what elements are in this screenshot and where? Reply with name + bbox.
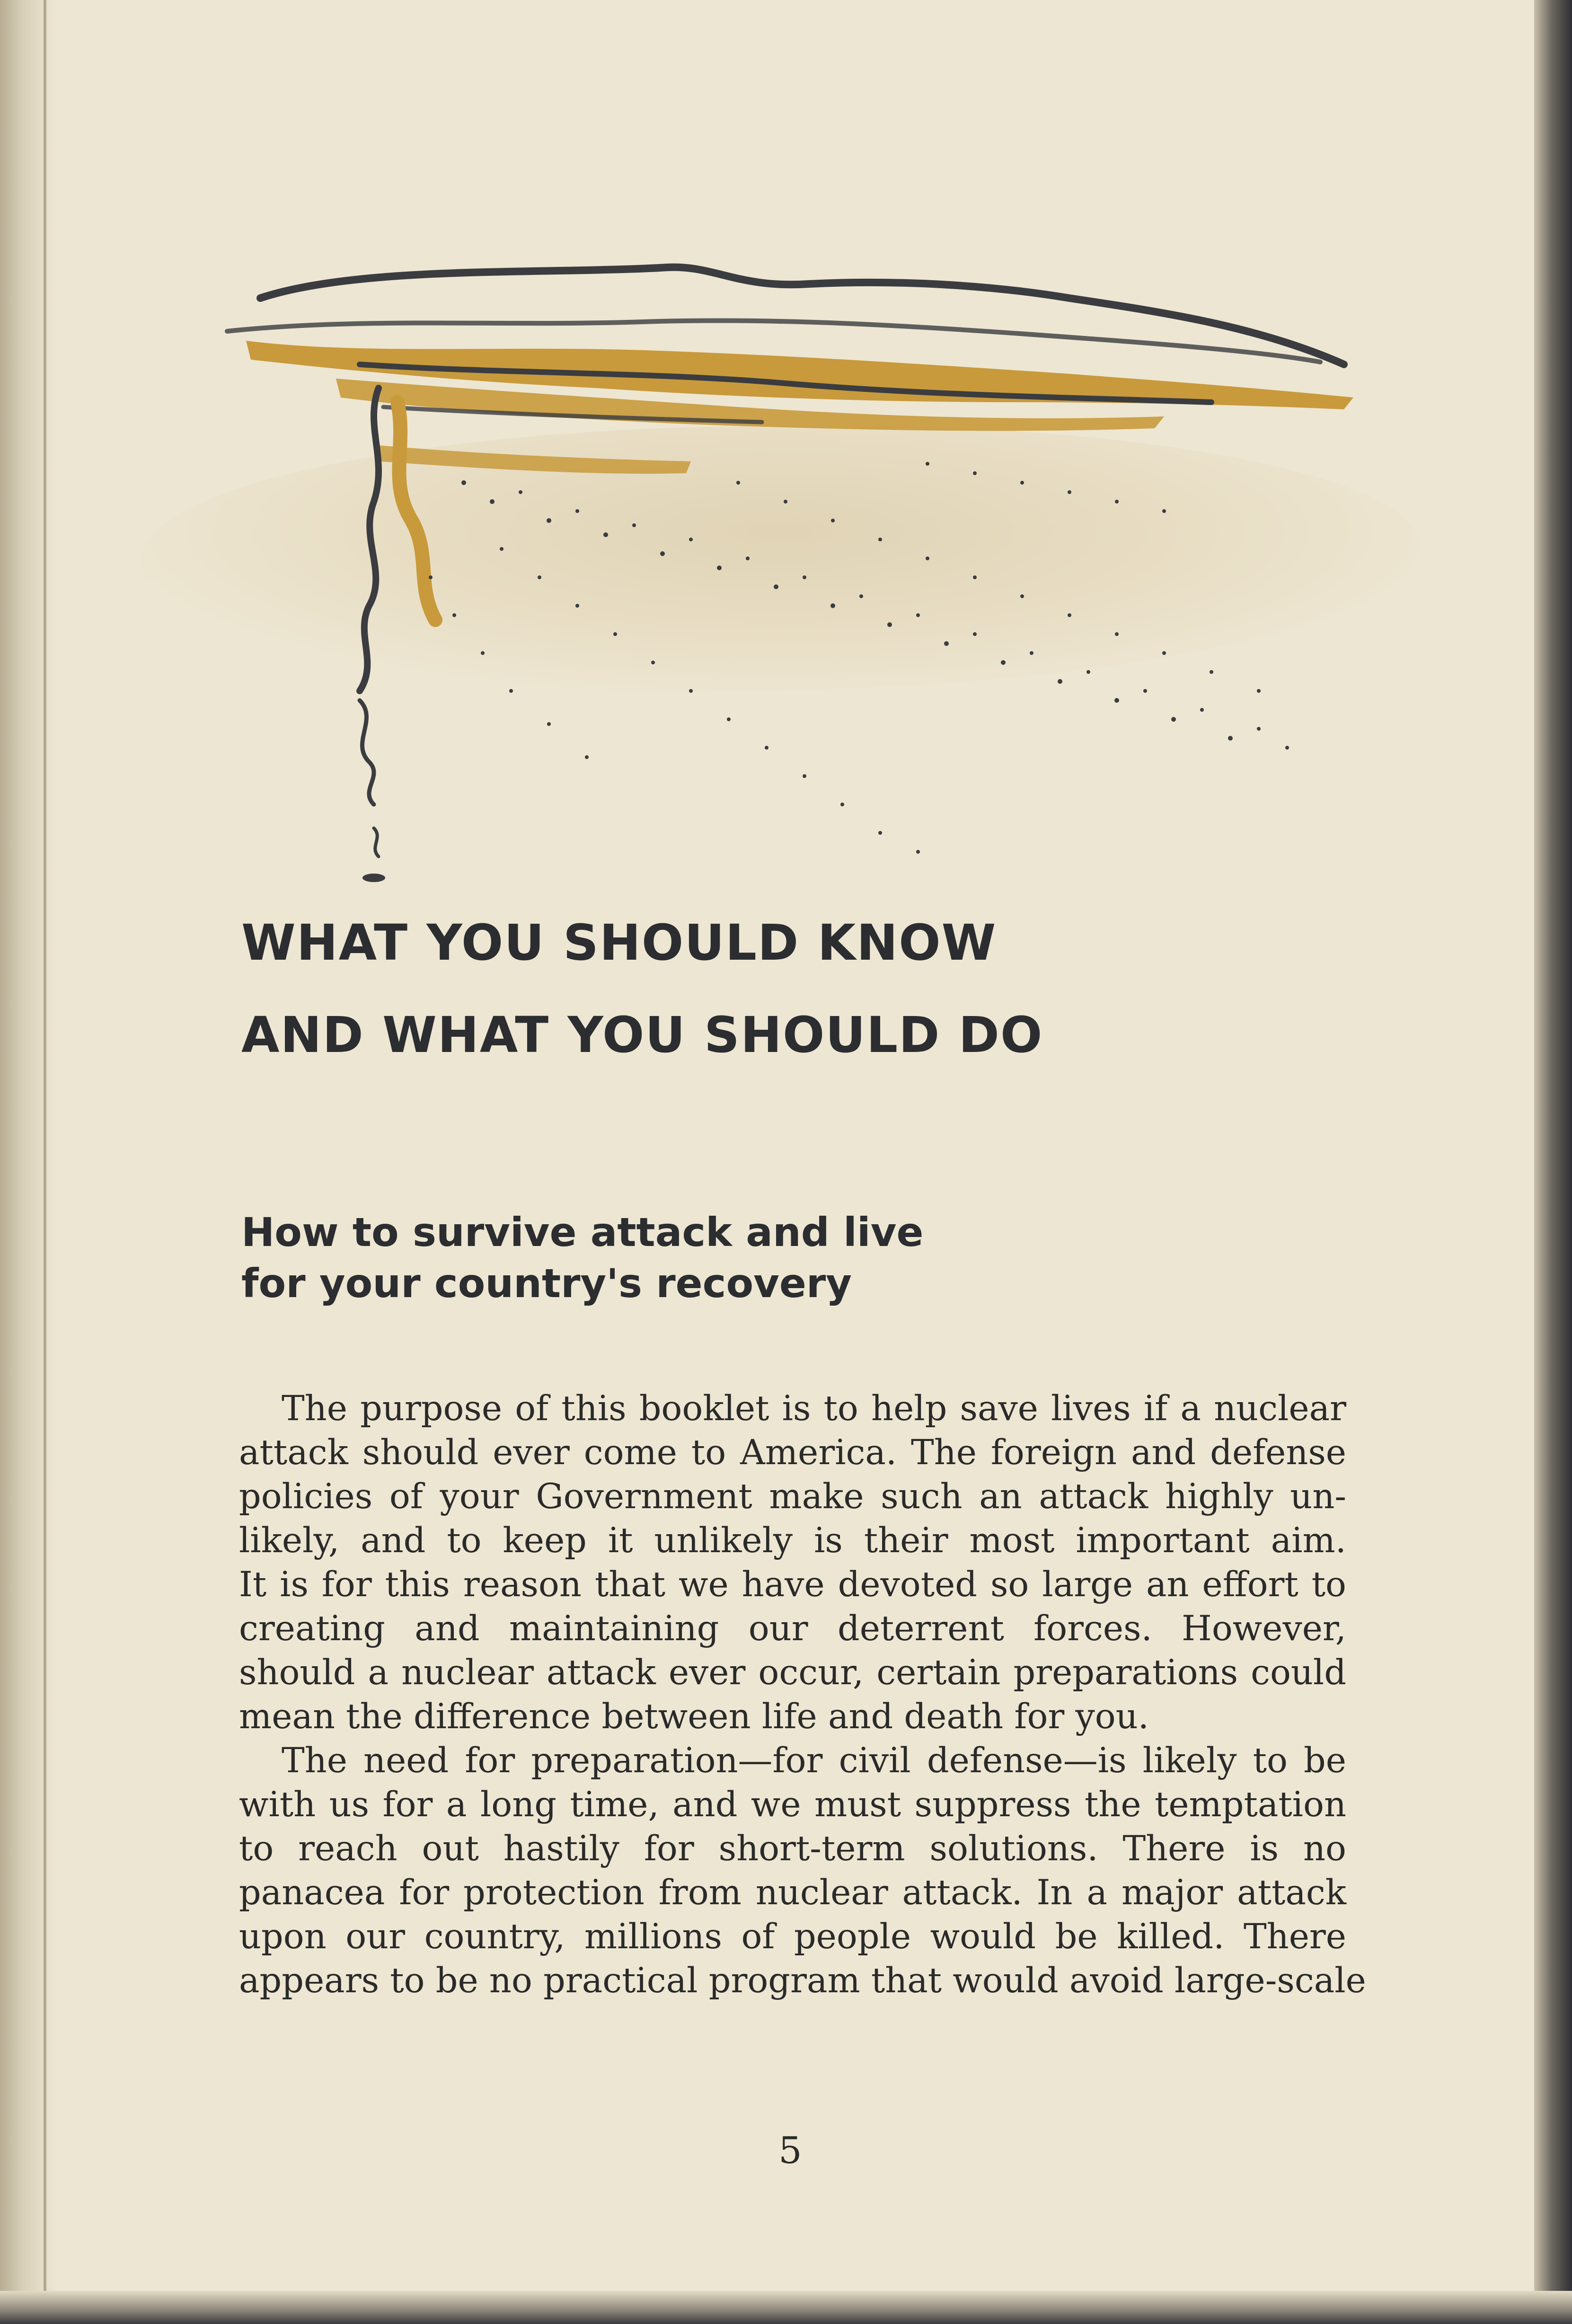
mushroom-cloud-illustration bbox=[218, 246, 1377, 909]
body-line: likely, and to keep it unlikely is their most important aim. bbox=[239, 1520, 1346, 1561]
page-heading-line-2: AND WHAT YOU SHOULD DO bbox=[241, 1006, 1043, 1064]
body-line: policies of your Government make such an attack highly un- bbox=[239, 1476, 1346, 1517]
body-text bbox=[239, 1387, 1366, 2003]
body-line: The purpose of this booklet is to help save lives if a nuclear bbox=[282, 1388, 1346, 1429]
body-line: to reach out hastily for short-term solutions. There is no bbox=[239, 1829, 1346, 1869]
body-line: The need for preparation—for civil defense—is likely to be bbox=[282, 1741, 1346, 1781]
subheading-line-2: for your country's recovery bbox=[241, 1260, 852, 1307]
page-edge-bottom bbox=[0, 2291, 1572, 2324]
page-heading-line-1: WHAT YOU SHOULD KNOW bbox=[241, 914, 997, 972]
body-line: should a nuclear attack ever occur, certain preparations could bbox=[239, 1652, 1346, 1693]
body-line: It is for this reason that we have devoted so large an effort to bbox=[239, 1564, 1346, 1605]
body-line: creating and maintaining our deterrent forces. However, bbox=[239, 1608, 1346, 1649]
body-line: upon our country, millions of people would be killed. There bbox=[239, 1917, 1346, 1957]
paragraph-2 bbox=[239, 1739, 1366, 2003]
body-line: appears to be no practical program that would avoid large-scale bbox=[239, 1961, 1366, 2001]
paragraph-1 bbox=[239, 1387, 1346, 1739]
body-line: with us for a long time, and we must suppress the temptation bbox=[239, 1785, 1346, 1825]
book-gutter bbox=[0, 0, 57, 2324]
body-line: attack should ever come to America. The foreign and defense bbox=[239, 1432, 1346, 1473]
page-edge-right bbox=[1534, 0, 1572, 2324]
body-line: panacea for protection from nuclear attack. In a major attack bbox=[239, 1873, 1346, 1913]
body-line: mean the difference between life and death for you. bbox=[239, 1697, 1149, 1737]
section-subheading bbox=[241, 1207, 923, 1309]
gutter-fold bbox=[44, 0, 46, 2324]
page-number: 5 bbox=[778, 2130, 802, 2172]
subheading-line-1: How to survive attack and live bbox=[241, 1209, 924, 1255]
